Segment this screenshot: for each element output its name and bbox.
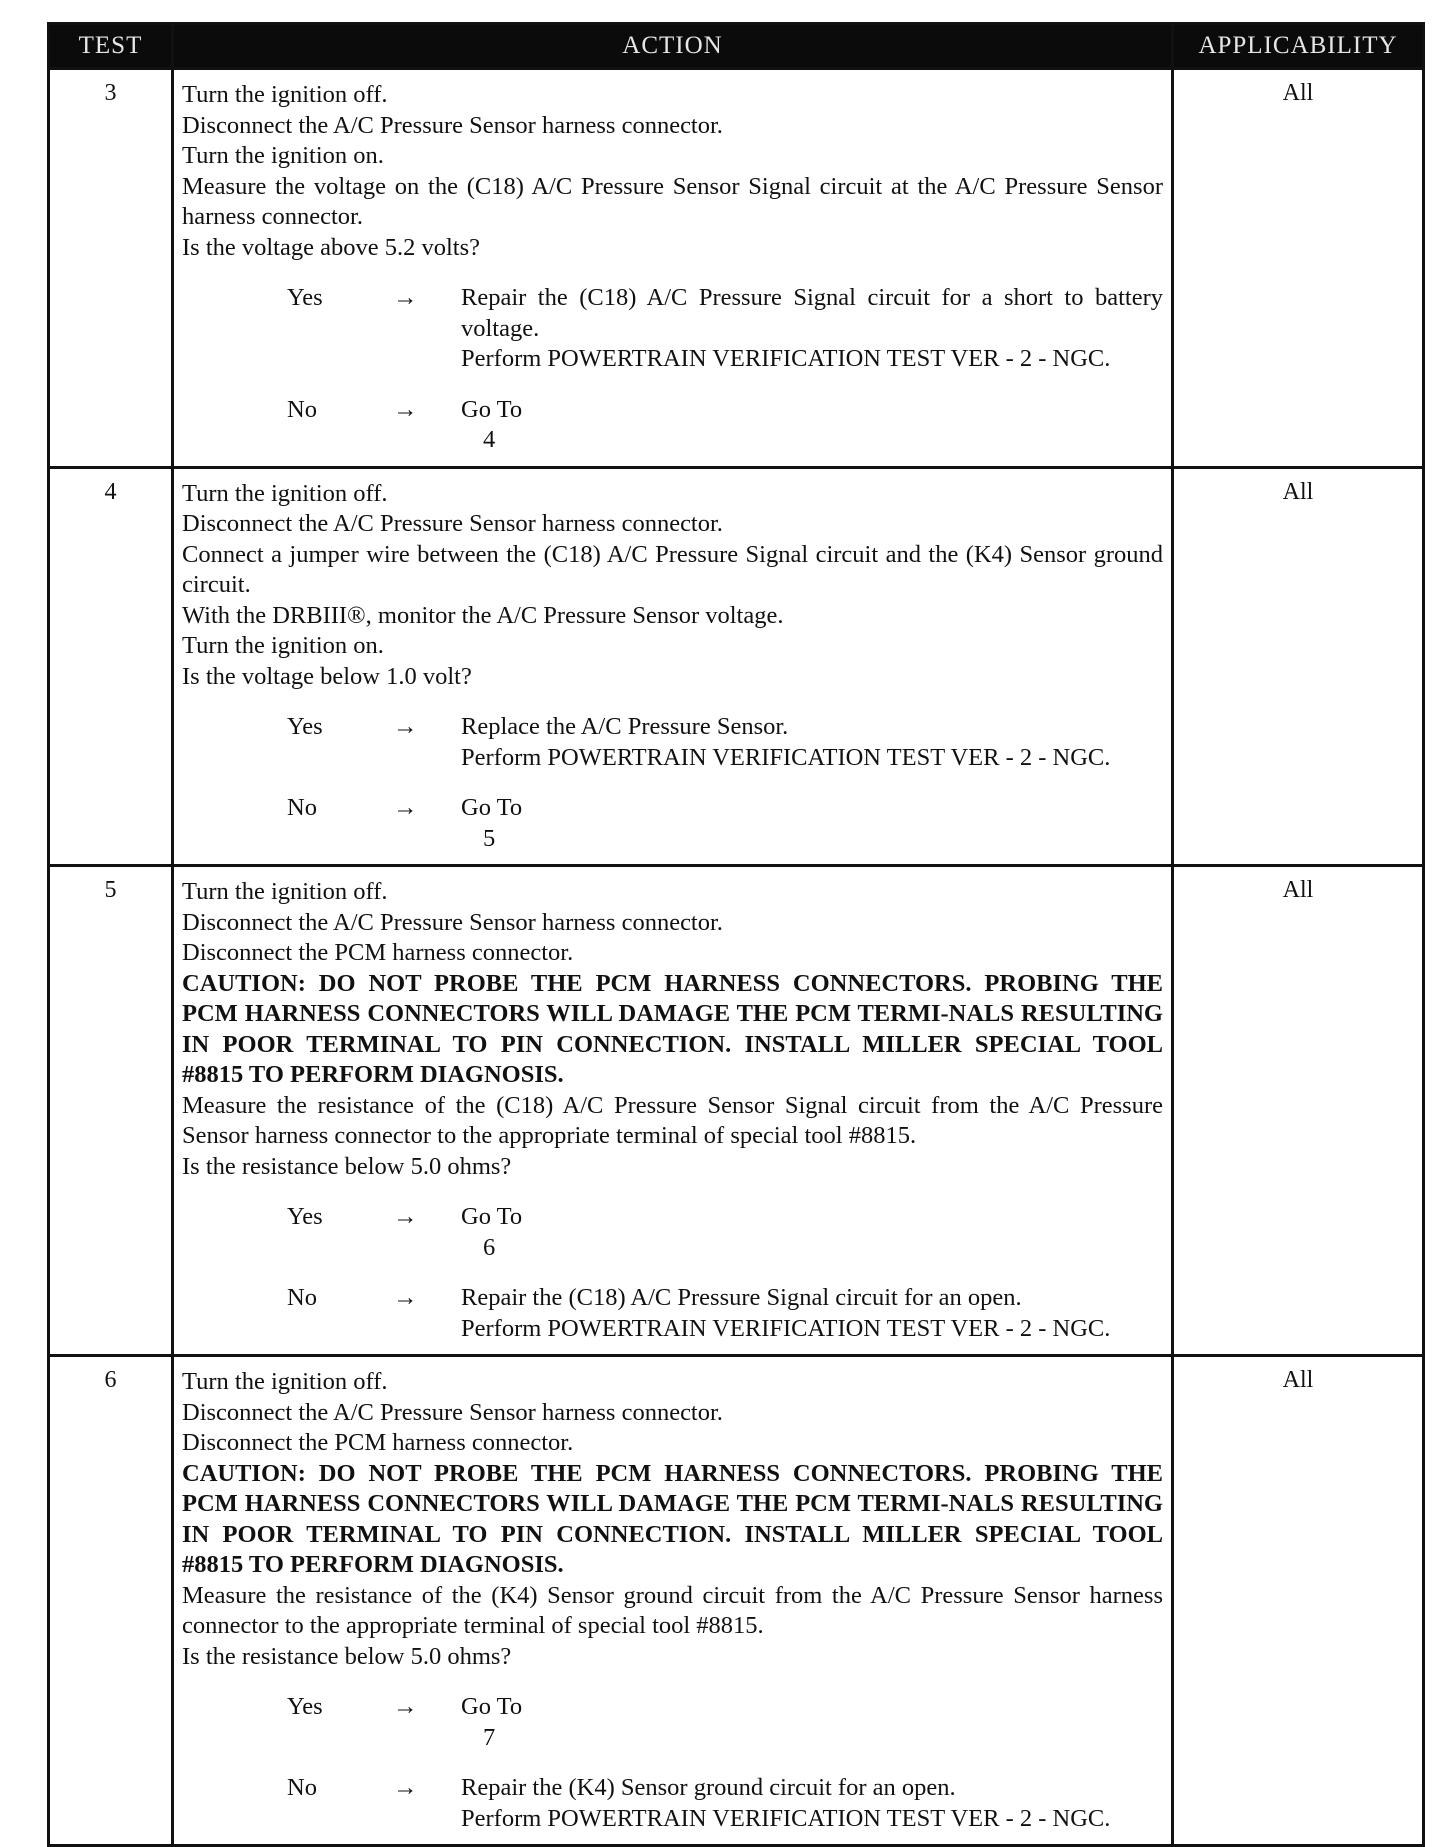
action-step: Connect a jumper wire between the (C18) A/C Pressure Signal circuit and the (K4) Sensor ground circuit. — [182, 540, 1163, 598]
no-label: No — [287, 794, 317, 821]
result-line: Perform POWERTRAIN VERIFICATION TEST VER - 2 - NGC. — [461, 345, 1111, 372]
result-line: Perform POWERTRAIN VERIFICATION TEST VER - 2 - NGC. — [461, 1314, 1111, 1342]
header-action: ACTION — [173, 24, 1173, 69]
result-line: Perform POWERTRAIN VERIFICATION TEST VER - 2 - NGC. — [461, 743, 1111, 771]
action-step: Turn the ignition off. — [182, 81, 388, 108]
yes-result — [461, 712, 1163, 773]
action-step: Disconnect the A/C Pressure Sensor harness connector. — [182, 111, 723, 139]
applicability-cell: All — [1173, 467, 1424, 866]
no-branch — [182, 395, 1163, 456]
applicability-cell: All — [1173, 69, 1424, 468]
yes-result — [461, 283, 1163, 375]
action-cell — [173, 866, 1173, 1356]
right-arrow-icon: → — [393, 1693, 418, 1720]
table-header — [49, 24, 1424, 69]
result-line: Repair the (K4) Sensor ground circuit for an open. — [461, 1774, 956, 1801]
action-step: Disconnect the PCM harness connector. — [182, 1429, 574, 1456]
action-step: Disconnect the PCM harness connector. — [182, 939, 574, 966]
diagnostic-procedure-sheet — [47, 22, 1422, 1847]
yes-branch — [182, 1692, 1163, 1753]
table-row — [49, 69, 1424, 468]
action-step: Measure the resistance of the (C18) A/C Pressure Sensor Signal circuit from the A/C Pressure Sensor harness connector to the appropriate terminal of special tool #8815. — [182, 1091, 1163, 1149]
yes-result — [461, 1692, 1163, 1753]
result-line: Perform POWERTRAIN VERIFICATION TEST VER - 2 - NGC. — [461, 1804, 1111, 1832]
action-step: Turn the ignition off. — [182, 878, 388, 905]
table-row — [49, 467, 1424, 866]
action-question: Is the resistance below 5.0 ohms? — [182, 1152, 512, 1180]
action-cell — [173, 1356, 1173, 1846]
right-arrow-icon: → — [393, 1284, 418, 1311]
action-step: Disconnect the A/C Pressure Sensor harness connector. — [182, 510, 723, 537]
yes-label: Yes — [287, 1693, 323, 1720]
no-label: No — [287, 1284, 317, 1311]
yes-branch — [182, 283, 1163, 375]
yes-branch — [182, 712, 1163, 773]
result-line: Repair the (C18) A/C Pressure Signal circuit for an open. — [461, 1284, 1022, 1311]
result-line: Replace the A/C Pressure Sensor. — [461, 713, 789, 740]
test-number: 6 — [49, 1356, 173, 1846]
yes-label: Yes — [287, 1203, 323, 1230]
table-row — [49, 866, 1424, 1356]
right-arrow-icon: → — [393, 713, 418, 740]
right-arrow-icon: → — [393, 794, 418, 821]
no-branch — [182, 1773, 1163, 1834]
action-step: Disconnect the A/C Pressure Sensor harness connector. — [182, 908, 723, 936]
no-label: No — [287, 1774, 317, 1801]
header-applicability: APPLICABILITY — [1173, 24, 1424, 69]
goto-target: 4 — [483, 426, 496, 453]
action-step: Turn the ignition on. — [182, 142, 384, 169]
action-step: Measure the resistance of the (K4) Sensor ground circuit from the A/C Pressure Sensor harness connector to the appropriate terminal of special tool #8815. — [182, 1581, 1163, 1639]
action-question: Is the voltage above 5.2 volts? — [182, 233, 481, 261]
goto-target: 6 — [483, 1233, 496, 1261]
test-number: 5 — [49, 866, 173, 1356]
caution-text: CAUTION: DO NOT PROBE THE PCM HARNESS CONNECTORS. PROBING THE PCM HARNESS CONNECTORS WILL DAMAGE THE PCM TERMI-NALS RESULTING IN POOR TERMINAL TO PIN CONNECTION. INSTALL MILLER SPECIAL TOOL #8815 TO PERFORM DIAGNOSIS. — [182, 1459, 1163, 1578]
no-result — [461, 793, 1163, 854]
no-result — [461, 1773, 1163, 1834]
header-test: TEST — [49, 24, 173, 69]
right-arrow-icon: → — [393, 284, 418, 311]
no-branch — [182, 793, 1163, 854]
action-cell — [173, 69, 1173, 468]
no-result — [461, 1283, 1163, 1344]
table-row — [49, 1356, 1424, 1846]
caution-text: CAUTION: DO NOT PROBE THE PCM HARNESS CONNECTORS. PROBING THE PCM HARNESS CONNECTORS WILL DAMAGE THE PCM TERMI-NALS RESULTING IN POOR TERMINAL TO PIN CONNECTION. INSTALL MILLER SPECIAL TOOL #8815 TO PERFORM DIAGNOSIS. — [182, 969, 1163, 1088]
goto-target: 7 — [483, 1723, 496, 1751]
goto-target: 5 — [483, 824, 496, 852]
test-number: 4 — [49, 467, 173, 866]
right-arrow-icon: → — [393, 1203, 418, 1230]
action-question: Is the resistance below 5.0 ohms? — [182, 1642, 512, 1670]
action-cell — [173, 467, 1173, 866]
yes-branch — [182, 1202, 1163, 1263]
test-number: 3 — [49, 69, 173, 468]
action-question: Is the voltage below 1.0 volt? — [182, 662, 472, 690]
result-line: Repair the (C18) A/C Pressure Signal circuit for a short to battery voltage. — [461, 284, 1163, 342]
no-result — [461, 395, 1163, 456]
no-branch — [182, 1283, 1163, 1344]
goto-text: Go To — [461, 1693, 523, 1720]
action-step: Disconnect the A/C Pressure Sensor harness connector. — [182, 1398, 723, 1426]
applicability-cell: All — [1173, 866, 1424, 1356]
right-arrow-icon: → — [393, 395, 418, 423]
action-step: Measure the voltage on the (C18) A/C Pressure Sensor Signal circuit at the A/C Pressure Sensor harness connector. — [182, 172, 1163, 230]
yes-label: Yes — [287, 713, 323, 740]
applicability-cell: All — [1173, 1356, 1424, 1846]
goto-text: Go To — [461, 1203, 523, 1230]
goto-text: Go To — [461, 395, 523, 423]
action-step: With the DRBIII®, monitor the A/C Pressure Sensor voltage. — [182, 601, 784, 629]
right-arrow-icon: → — [393, 1774, 418, 1801]
action-step: Turn the ignition off. — [182, 1368, 388, 1395]
yes-label: Yes — [287, 284, 323, 311]
yes-result — [461, 1202, 1163, 1263]
diagnostic-test-table — [47, 22, 1425, 1847]
action-step: Turn the ignition on. — [182, 632, 384, 659]
goto-text: Go To — [461, 794, 523, 821]
no-label: No — [287, 395, 317, 423]
action-step: Turn the ignition off. — [182, 479, 388, 507]
